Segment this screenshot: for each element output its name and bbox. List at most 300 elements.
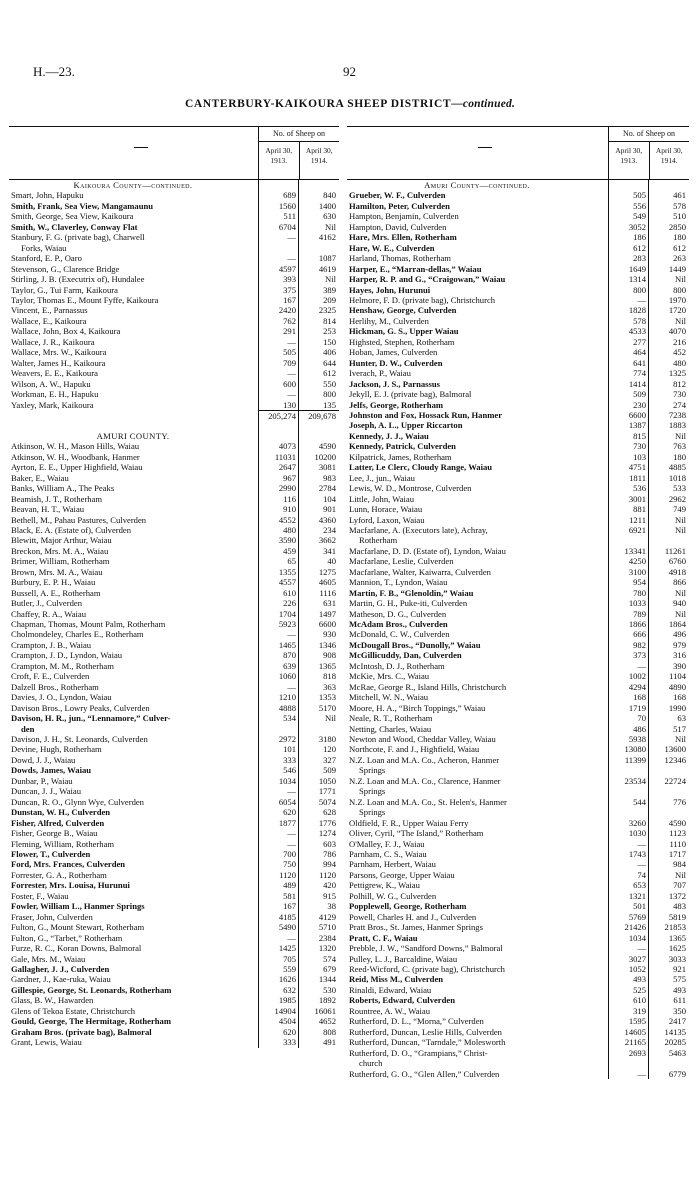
name-column-header — [347, 127, 609, 179]
owner-cell: Prebble, J. W., “Sandford Downs,” Balmoral — [349, 943, 503, 954]
sheep-1914-cell: 1353 — [318, 692, 336, 703]
sheep-1913-cell: 1560 — [278, 200, 296, 211]
sheep-1914-cell: Nil — [325, 221, 336, 232]
sheep-1914-cell: 496 — [673, 629, 686, 640]
sheep-1913-cell: 815 — [633, 430, 646, 441]
table-row — [347, 473, 689, 483]
sheep-1913-cell: 4552 — [278, 514, 296, 525]
owner-cell: Herlihy, M., Culverden — [349, 315, 429, 326]
table-row — [9, 818, 339, 828]
owner-cell: Smith, Frank, Sea View, Mangamaunu — [11, 200, 154, 211]
table-row — [9, 546, 339, 556]
table-row — [9, 264, 339, 274]
sheep-group-header: No. of Sheep on — [259, 127, 339, 142]
table-row — [347, 535, 689, 545]
owner-cell: Cholmondeley, Charles E., Rotherham — [11, 629, 144, 640]
sheep-1913-cell: — — [287, 828, 296, 839]
table-row — [9, 389, 339, 399]
table-row — [9, 901, 339, 911]
sheep-1913-cell: — — [637, 943, 646, 954]
owner-cell: Taylor, Thomas E., Mount Fyffe, Kaikoura — [11, 294, 159, 305]
owner-cell: Ford, Mrs. Frances, Culverden — [11, 859, 126, 870]
owner-cell: McAdam Bros., Culverden — [349, 619, 448, 630]
owner-cell: Weavers, E. E., Kaikoura — [11, 368, 98, 379]
owner-cell: Stanford, E. P., Oaro — [11, 253, 82, 264]
owner-cell: Flower, T., Culverden — [11, 849, 91, 859]
sheep-1913-cell: 167 — [283, 901, 296, 912]
table-row — [9, 609, 339, 619]
sheep-1913-cell: 333 — [283, 1037, 296, 1048]
owner-cell: Kennedy, Patrick, Culverden — [349, 441, 456, 452]
owner-cell: Devine, Hugh, Rotherham — [11, 744, 102, 755]
sheep-1913-cell: 464 — [633, 347, 646, 358]
sheep-1913-cell: 1719 — [628, 702, 646, 713]
owner-cell: Dowd, J. J., Waiau — [11, 754, 76, 765]
owner-cell: Helmore, F. D. (private bag), Christchurch — [349, 294, 496, 305]
sheep-1914-cell: 209 — [323, 294, 336, 305]
table-row — [347, 995, 689, 1005]
table-row — [9, 494, 339, 504]
table-row — [347, 588, 689, 598]
owner-cell: Macfarlane, Leslie, Culverden — [349, 556, 454, 567]
sheep-1914-cell: 38 — [327, 901, 336, 912]
sheep-1913-cell: 774 — [633, 368, 646, 379]
owner-cell: Reid, Miss M., Culverden — [349, 974, 444, 985]
table-row — [347, 703, 689, 713]
sheep-1914-cell: 1892 — [318, 995, 336, 1006]
sheep-1913-cell: 505 — [283, 347, 296, 358]
owner-cell: Rotherham — [359, 535, 398, 546]
sheep-1913-cell: 1034 — [278, 775, 296, 786]
page-title — [0, 98, 700, 110]
sheep-1913-cell: — — [287, 786, 296, 797]
owner-cell: Springs — [359, 807, 386, 818]
sheep-1913-cell: 373 — [633, 650, 646, 661]
owner-cell: Harper, R. P. and G., “Craigowan,” Waiau — [349, 274, 506, 285]
table-row — [347, 713, 689, 723]
table-row — [347, 316, 689, 326]
sheep-1913-cell: 578 — [633, 315, 646, 326]
sheep-1913-cell: — — [287, 838, 296, 849]
sheep-1913-cell: 800 — [633, 284, 646, 295]
sheep-1914-cell: 730 — [673, 389, 686, 400]
owner-cell: Graham Bros. (private bag), Balmoral — [11, 1026, 152, 1037]
table-row — [9, 661, 339, 671]
owner-cell: Crampton, J. D., Lyndon, Waiau — [11, 650, 123, 661]
table-row — [9, 995, 339, 1005]
owner-cell: Yaxley, Mark, Kaikoura — [11, 399, 94, 410]
sheep-1913-cell: — — [287, 368, 296, 379]
owner-cell: Furze, R. C., Koran Downs, Balmoral — [11, 943, 142, 954]
table-row — [9, 190, 339, 200]
col-1914-header: April 30, 1914. — [655, 146, 683, 165]
owner-cell: Forks, Waiau — [21, 242, 67, 253]
sheep-1914-cell: 1883 — [668, 420, 686, 431]
sheep-1914-cell: 20285 — [664, 1037, 686, 1048]
sheep-1914-cell: 1346 — [318, 639, 336, 650]
sheep-1914-cell: 3662 — [318, 535, 336, 546]
table-row — [9, 305, 339, 315]
sheep-1914-cell — [299, 420, 339, 430]
table-row — [9, 692, 339, 702]
table-row — [347, 870, 689, 880]
table-row — [9, 504, 339, 514]
sheep-1913-cell: 612 — [633, 242, 646, 253]
sheep-1914-cell: 4162 — [318, 232, 336, 243]
sheep-1914-cell: 979 — [673, 639, 686, 650]
owner-cell: Wallace, E., Kaikoura — [11, 315, 87, 326]
table-row — [347, 828, 689, 838]
sheep-1914-cell: 517 — [673, 723, 686, 734]
sheep-1914-cell: 493 — [673, 984, 686, 995]
sheep-1914-cell: 2417 — [668, 1016, 686, 1027]
sheep-1914-cell: 530 — [323, 984, 336, 995]
table-row — [347, 190, 689, 200]
table-row — [9, 232, 339, 242]
table-row — [9, 452, 339, 462]
owner-cell: Duncan, J. J., Waiau — [11, 786, 82, 797]
table-row — [9, 201, 339, 211]
sheep-1913-cell: 1314 — [628, 274, 646, 285]
table-row — [347, 452, 689, 462]
sheep-1913-cell: 730 — [633, 441, 646, 452]
sheep-1914-cell: 5074 — [318, 796, 336, 807]
owner-cell: AMURI COUNTY. — [96, 430, 170, 441]
table-row — [347, 441, 689, 451]
sheep-1913-cell: 556 — [633, 200, 646, 211]
sheep-group-header: No. of Sheep on — [609, 127, 689, 142]
sheep-1914-cell: 612 — [323, 368, 336, 379]
sheep-1914-cell: 253 — [323, 326, 336, 337]
sheep-1913-cell: 1743 — [628, 849, 646, 859]
sheep-1914-cell: 150 — [323, 336, 336, 347]
sheep-1913-cell: 1595 — [628, 1016, 646, 1027]
sheep-1913-cell: 511 — [283, 211, 296, 222]
sheep-1913-cell: 610 — [283, 587, 296, 598]
sheep-1914-cell: 1050 — [318, 775, 336, 786]
owner-cell: Fleming, William, Rotherham — [11, 838, 115, 849]
sheep-1914-cell: Nil — [675, 734, 686, 745]
sheep-1914-cell: 940 — [673, 598, 686, 609]
owner-cell: Newton and Wood, Cheddar Valley, Waiau — [349, 734, 496, 745]
sheep-1913-cell: 1704 — [278, 608, 296, 619]
sheep-1914-cell: Nil — [325, 274, 336, 285]
sheep-1914-cell: 679 — [323, 963, 336, 974]
table-row — [9, 535, 339, 545]
owner-cell: Croft, F. E., Culverden — [11, 671, 90, 682]
sheep-1914-cell: 234 — [323, 524, 336, 535]
table-row — [9, 933, 339, 943]
table-row — [347, 567, 689, 577]
sheep-1913-cell: 21426 — [624, 922, 646, 933]
table-row — [9, 1037, 339, 1047]
sheep-1913-cell: 3590 — [278, 535, 296, 546]
sheep-1914-cell: 707 — [673, 880, 686, 891]
table-body — [347, 180, 689, 1079]
owner-cell: Parsons, George, Upper Waiau — [349, 869, 455, 880]
owner-cell: Popplewell, George, Rotherham — [349, 901, 467, 912]
section-heading — [9, 180, 339, 190]
owner-cell: Hampton, Benjamin, Culverden — [349, 211, 459, 222]
sheep-1913-cell — [259, 724, 299, 734]
sheep-1913-cell: 1034 — [628, 932, 646, 943]
table-row — [347, 974, 689, 984]
sheep-1914-cell: 350 — [673, 1005, 686, 1016]
sheep-1913-cell: 967 — [283, 472, 296, 483]
sheep-1913-cell: 2990 — [278, 483, 296, 494]
table-row — [347, 901, 689, 911]
owner-cell: Butler, J., Culverden — [11, 598, 83, 609]
sheep-1914-cell: 420 — [323, 880, 336, 891]
owner-cell: Hunter, D. W., Culverden — [349, 357, 443, 368]
owner-cell: Fowler, William L., Hanmer Springs — [11, 901, 145, 912]
owner-cell: Grueber, W. F., Culverden — [349, 190, 446, 201]
table-row — [347, 337, 689, 347]
owner-cell: Hayes, John, Hurunui — [349, 284, 431, 295]
table-row — [9, 891, 339, 901]
table-row — [347, 1048, 689, 1058]
owner-cell: Hare, Mrs. Ellen, Rotherham — [349, 232, 457, 243]
sheep-1913-cell — [259, 243, 299, 253]
sheep-1914-cell: 5170 — [318, 702, 336, 713]
sheep-1914-cell: 1449 — [668, 263, 686, 274]
sheep-1913-cell: 709 — [283, 357, 296, 368]
sheep-1913-cell: 230 — [633, 399, 646, 410]
owner-cell: Crampton, J. B., Waiau — [11, 639, 92, 650]
table-row — [347, 410, 689, 420]
sheep-1913-cell: 23534 — [624, 775, 646, 786]
table-row — [347, 201, 689, 211]
sheep-1914-cell: 818 — [323, 671, 336, 682]
table-row — [9, 316, 339, 326]
sheep-1914-cell: 2850 — [668, 221, 686, 232]
table-row — [9, 682, 339, 692]
sheep-1914-cell: 994 — [323, 859, 336, 870]
owner-cell: Duncan, R. O., Glynn Wye, Culverden — [11, 796, 144, 807]
sheep-1913-cell: — — [287, 681, 296, 692]
table-row — [9, 839, 339, 849]
sheep-1913-cell: 277 — [633, 336, 646, 347]
table-row — [9, 577, 339, 587]
page-number: 92 — [343, 64, 356, 79]
sheep-1913-cell: 1120 — [279, 869, 296, 880]
table-row — [9, 473, 339, 483]
table-row — [347, 818, 689, 828]
sheep-1914-cell: 104 — [323, 493, 336, 504]
sheep-1913-cell: 4504 — [278, 1016, 296, 1027]
table-row — [347, 1069, 689, 1079]
sheep-1914-cell — [299, 724, 339, 734]
sheep-1913-cell: — — [287, 253, 296, 264]
table-row — [9, 326, 339, 336]
sheep-1914-cell — [299, 431, 339, 441]
table-row — [9, 880, 339, 890]
table-row — [9, 222, 339, 232]
col-1914-header: April 30, 1914. — [305, 146, 333, 165]
owner-cell: Atkinson, W. H., Mason Hills, Waiau — [11, 441, 140, 452]
owner-cell: Kaikoura County—continued. — [73, 180, 193, 190]
table-row — [347, 504, 689, 514]
table-row — [9, 556, 339, 566]
owner-cell: Hampton, David, Culverden — [349, 221, 447, 232]
sheep-1914-cell: 216 — [673, 336, 686, 347]
owner-cell: Dunstan, W. H., Culverden — [11, 807, 111, 818]
owner-cell: Burbury, E. P. H., Waiau — [11, 577, 96, 588]
table-row — [9, 525, 339, 535]
sheep-1913-cell: 1033 — [628, 598, 646, 609]
sheep-1914-cell: 1344 — [318, 974, 336, 985]
sheep-1914-cell: 509 — [323, 765, 336, 776]
sheep-1913-cell: 789 — [633, 608, 646, 619]
sheep-1913-cell: 1414 — [628, 378, 646, 389]
table-row — [347, 285, 689, 295]
owner-cell: O'Malley, F. J., Waiau — [349, 838, 425, 849]
owner-cell: Macfarlane, Walter, Kaiwarra, Culverden — [349, 566, 491, 577]
sheep-1913-cell: — — [287, 932, 296, 943]
sheep-1914-cell: 316 — [673, 650, 686, 661]
owner-cell: Wallace, J. R., Kaikoura — [11, 336, 95, 347]
owner-cell: Matheson, D. G., Culverden — [349, 608, 447, 619]
owner-cell: Chaffey, R. A., Waiau — [11, 608, 87, 619]
sheep-1913-cell: 1321 — [628, 890, 646, 901]
table-row — [9, 379, 339, 389]
table-row — [347, 671, 689, 681]
sheep-1914-cell: 6600 — [318, 619, 336, 630]
sheep-1914-cell: 120 — [323, 744, 336, 755]
sheep-1914-cell: 6779 — [668, 1068, 686, 1079]
owner-cell: Wilson, A. W., Hapuku — [11, 378, 91, 389]
sheep-1913-cell: 3260 — [628, 817, 646, 828]
sheep-1914-cell: 63 — [677, 713, 686, 724]
table-row — [9, 755, 339, 765]
sheep-1913-cell: 534 — [283, 713, 296, 724]
sheep-1913-cell: 982 — [633, 639, 646, 650]
sheep-1913-cell: 509 — [633, 389, 646, 400]
sheep-1913-cell: 4250 — [628, 556, 646, 567]
owner-cell: Black, E. A. (Estate of), Culverden — [11, 524, 132, 535]
sheep-1913-cell: 168 — [633, 692, 646, 703]
owner-cell: Rutherford, Duncan, “Tarndale,” Molesworth — [349, 1037, 506, 1048]
table-row — [347, 347, 689, 357]
sheep-1913-cell: 480 — [283, 524, 296, 535]
table-row — [9, 295, 339, 305]
sheep-1914-cell: 5819 — [668, 911, 686, 922]
owner-cell: Gallagher, J. J., Culverden — [11, 963, 110, 974]
sheep-1913-cell: 610 — [633, 995, 646, 1006]
sheep-1913-cell: 393 — [283, 274, 296, 285]
sheep-1913-cell: 13080 — [624, 744, 646, 755]
table-row — [9, 1027, 339, 1037]
sheep-1913-cell: 1002 — [628, 671, 646, 682]
sheep-1913-cell: 1828 — [628, 305, 646, 316]
owner-cell: Bussell, A. E., Rotherham — [11, 587, 101, 598]
sheep-1913-cell: 1387 — [628, 420, 646, 431]
sheep-1914-cell: 4652 — [318, 1016, 336, 1027]
sheep-1914-cell: 1365 — [318, 660, 336, 671]
sheep-1914-cell: 483 — [673, 901, 686, 912]
sheep-1913-cell: 600 — [283, 378, 296, 389]
table-row — [347, 744, 689, 754]
sheep-1913-cell: 1210 — [278, 692, 296, 703]
table-row — [9, 1016, 339, 1026]
table-row — [9, 974, 339, 984]
table-row — [347, 358, 689, 368]
sheep-1913-cell: 1877 — [278, 817, 296, 828]
sheep-1914-cell: 3180 — [318, 734, 336, 745]
sheep-1914-cell: 4070 — [668, 326, 686, 337]
owner-cell: Ayrton, E. E., Upper Highfield, Waiau — [11, 462, 143, 473]
table-row — [347, 577, 689, 587]
table-row — [347, 1037, 689, 1047]
sheep-1913-cell: 283 — [633, 253, 646, 264]
table-row — [347, 755, 689, 765]
owner-cell: Lunn, Horace, Waiau — [349, 504, 423, 515]
table-row — [9, 337, 339, 347]
table-row — [347, 326, 689, 336]
owner-cell: Netting, Charles, Waiau — [349, 723, 432, 734]
owner-cell: Little, John, Waiau — [349, 493, 415, 504]
table-header — [347, 126, 689, 180]
owner-cell: Blewitt, Major Arthur, Waiau — [11, 535, 112, 546]
sheep-1913-cell: 1626 — [278, 974, 296, 985]
total-row — [9, 410, 339, 420]
table-row — [9, 964, 339, 974]
sheep-1914-cell: Nil — [675, 869, 686, 880]
table-row — [347, 1058, 689, 1068]
sheep-1914-cell: 800 — [323, 389, 336, 400]
sheep-1914-cell — [649, 786, 689, 796]
sheep-1913-cell: 74 — [637, 869, 646, 880]
owner-cell: Joseph, A. L., Upper Riccarton — [349, 420, 463, 431]
sheep-1914-cell: 263 — [673, 253, 686, 264]
table-row — [9, 588, 339, 598]
table-row — [347, 849, 689, 859]
owner-cell: Fulton, G., “Tarbet,” Rotherham — [11, 932, 123, 943]
sheep-1913-cell: 1052 — [628, 963, 646, 974]
sheep-1913-cell: 750 — [283, 859, 296, 870]
sheep-1914-cell: 510 — [673, 211, 686, 222]
sheep-1914-cell: 984 — [673, 859, 686, 870]
owner-cell: Rutherford, D. O., “Grampians,” Christ- — [349, 1047, 488, 1058]
sheep-1913-cell: 4185 — [278, 911, 296, 922]
owner-cell: Dunbar, P., Waiau — [11, 775, 73, 786]
sheep-1914-cell: 1625 — [668, 943, 686, 954]
sheep-1913-cell: 70 — [637, 713, 646, 724]
sheep-1913-cell: 65 — [287, 556, 296, 567]
table-row — [9, 985, 339, 995]
sheep-1914-cell: 921 — [673, 963, 686, 974]
table-row — [9, 253, 339, 263]
owner-cell: Davison, J. H., St. Leonards, Culverden — [11, 734, 148, 745]
owner-cell: Polhill, W. G., Culverden — [349, 890, 437, 901]
sheep-1914-cell: 901 — [323, 504, 336, 515]
owner-cell: Walter, James H., Kaikoura — [11, 357, 106, 368]
owner-cell: Kennedy, J. J., Waiau — [349, 430, 429, 441]
table-row — [347, 232, 689, 242]
sheep-1914-cell: 10200 — [314, 451, 336, 462]
owner-cell: Parnham, C. S., Waiau — [349, 849, 427, 859]
sheep-1914-cell: 1087 — [318, 253, 336, 264]
sheep-1913-cell: 5923 — [278, 619, 296, 630]
sheep-1913-cell: 2693 — [628, 1047, 646, 1058]
sheep-1914-cell: 491 — [323, 1037, 336, 1048]
owner-cell: Reed-Wicford, C. (private bag), Christchurch — [349, 963, 505, 974]
owner-cell: Banks, William A., The Peaks — [11, 483, 115, 494]
table-row — [347, 629, 689, 639]
table-row — [347, 1016, 689, 1026]
sheep-1914-cell: 908 — [323, 650, 336, 661]
table-row — [9, 703, 339, 713]
